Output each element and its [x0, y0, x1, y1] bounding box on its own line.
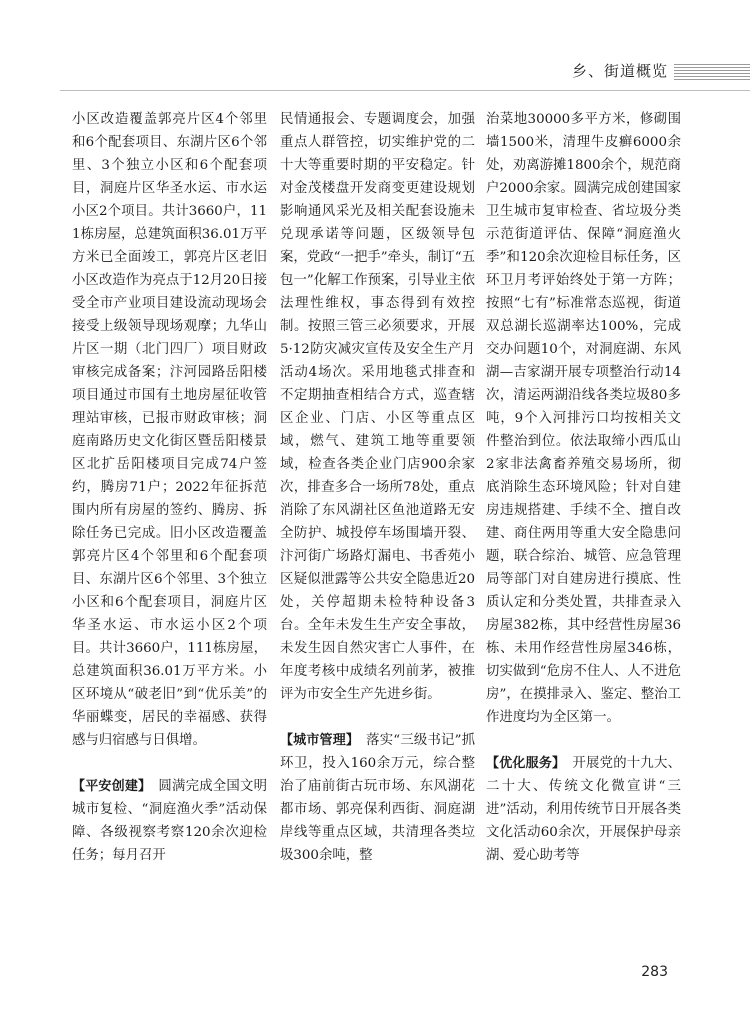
- paragraph-safety: [72, 775, 267, 867]
- paragraph: 治菜地30000多平方米，修砌围墙1500米，清理牛皮癣6000余处，劝离游摊1800余个，规范商户2000余家。圆满完成创建国家卫生城市复审检查、省垃圾分类示范街道评估、保障“洞庭渔火季”和120余次迎检目标任务，区环卫月考评始终处于第一方阵；按照“七有”标准常态巡视，街道双总湖长巡湖率达100%，完成交办问题10个，对洞庭湖、东风湖—吉家湖开展专项整治行动14次，清运两湖沿线各类垃圾80多吨，9个入河排污口均按相关文件整治到位。依法取缔小西瓜山2家非法禽畜养殖交易场所，彻底消除生态环境风险；针对自建房违规搭建、手续不全、擅自改建、商住两用等重大安全隐患问题，联合综治、城管、应急管理局等部门对自建房进行摸底、性质认定和分类处置，共排查录入房屋382栋，其中经营性房屋36栋、未用作经营性房屋346栋，切实做到“危房不住人、人不进危房”，在摸排录入、鉴定、整治工作进度均为全区第一。: [486, 112, 681, 725]
- page-number: 283: [641, 964, 668, 980]
- section-heading-service: 【优化服务】: [486, 756, 559, 771]
- paragraph-city-management: [280, 729, 475, 867]
- section-title: 乡、街道概览: [571, 62, 668, 80]
- section-text: 圆满完成全国文明城市复检、“洞庭渔火季”活动保障、各级视察考察120余次迎检任务；每月召开: [72, 779, 267, 863]
- header-rule: [60, 90, 750, 91]
- running-header: [0, 52, 750, 92]
- section-heading-safety: 【平安创建】: [72, 779, 145, 794]
- section-text: 开展党的十九大、二十大、传统文化微宣讲“三进”活动，利用传统节日开展各类文化活动60余次，开展保护母亲湖、爱心助考等: [486, 756, 681, 863]
- section-heading-city-management: 【城市管理】: [280, 733, 353, 748]
- text-column-1: [72, 108, 267, 867]
- paragraph: 小区改造覆盖郭亮片区4个邻里和6个配套项目、东湖片区6个邻里、3个独立小区和6个配套项目，洞庭片区华圣水运、市水运小区2个项目。共计3660户，111栋房屋，总建筑面积36.01万平方米已全面竣工，郭亮片区老旧小区改造作为亮点于12月20日接受全市产业项目建设流动现场会接受上级领导现场观摩；九华山片区一期（北门四厂）项目财政审核完成备案；汴河园路岳阳楼项目通过市国有土地房屋征收管理站审核，已报市财政审核；洞庭南路历史文化街区暨岳阳楼景区北扩岳阳楼项目完成74户签约，腾房71户；2022年征拆范围内所有房屋的签约、腾房、拆除任务已完成。旧小区改造覆盖郭亮片区4个邻里和6个配套项目、东湖片区6个邻里、3个独立小区和6个配套项目，洞庭片区华圣水运、市水运小区2个项目。共计3660户，111栋房屋，总建筑面积36.01万平方米。小区环境从“破老旧”到“优乐美”的华丽蝶变，居民的幸福感、获得感与归宿感与日俱增。: [72, 112, 267, 748]
- paragraph-service: [486, 752, 681, 867]
- text-column-3: [486, 108, 681, 867]
- paragraph: 民情通报会、专题调度会，加强重点人群管控，切实维护党的二十大等重要时期的平安稳定。针对金茂楼盘开发商变更建设规划影响通风采光及相关配套设施未兑现承诺等问题，区级领导包案，党政“一把手”牵头，制订“五包一”化解工作预案，引导业主依法理性维权，事态得到有效控制。按照三管三必须要求，开展5·12防灾减灾宣传及安全生产月活动4场次。采用地毯式排查和不定期抽查相结合方式，巡查辖区企业、门店、小区等重点区域，燃气、建筑工地等重要领域，检查各类企业门店900余家次，排查多合一场所78处，重点消除了东风湖社区鱼池道路无安全防护、城投停车场围墙开裂、汴河街广场路灯漏电、书香苑小区疑似泄露等公共安全隐患近20处，关停超期未检特种设备3台。全年未发生生产安全事故，未发生因自然灾害亡人事件，在年度考核中成绩名列前茅，被推评为市安全生产先进乡街。: [280, 112, 475, 702]
- text-column-2: [280, 108, 475, 867]
- section-text: 落实“三级书记”抓环卫，投入160余万元，综合整治了庙前街古玩市场、东风湖花都市场、郭亮保利西街、洞庭湖岸线等重点区域，共清理各类垃圾300余吨，整: [280, 733, 475, 863]
- header-decoration-lines: [674, 64, 750, 82]
